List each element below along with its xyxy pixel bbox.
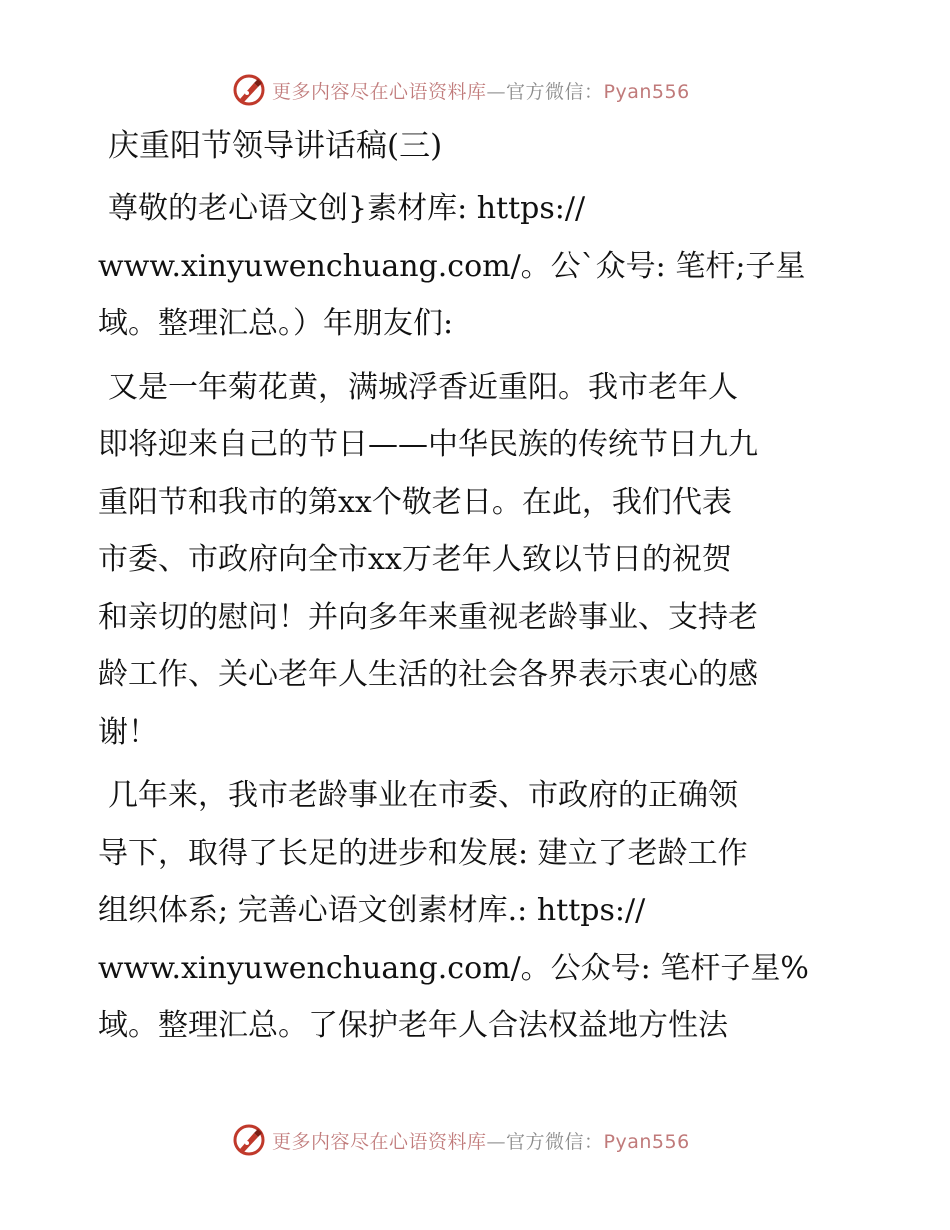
- pen-logo-icon: [232, 1123, 266, 1157]
- document-body: [98, 118, 858, 1061]
- footer-banner-text: 更多内容尽在心语资料库—官方微信：Pyan556: [272, 1130, 690, 1153]
- paragraph-line: 重阳节和我市的第xx个敬老日。在此，我们代表: [98, 484, 732, 520]
- paragraph-line: www.xinyuwenchuang.com/。公众号: 笔杆子星%: [98, 950, 809, 986]
- paragraph-line: 域。整理汇总。了保护老年人合法权益地方性法: [98, 1008, 728, 1043]
- header-banner: [232, 70, 712, 110]
- pen-logo-icon: [232, 73, 266, 107]
- paragraph-line: 和亲切的慰问！并向多年来重视老龄事业、支持老: [98, 599, 758, 635]
- header-banner-text: 更多内容尽在心语资料库—官方微信：Pyan556: [272, 80, 690, 103]
- paragraph: [98, 359, 858, 762]
- paragraph-line: 又是一年菊花黄，满城浮香近重阳。我市老年人: [108, 369, 738, 405]
- paragraph-line: www.xinyuwenchuang.com/。公`众号: 笔杆;子星: [98, 248, 806, 284]
- document-title: 庆重阳节领导讲话稿(三): [108, 128, 443, 164]
- paragraph-line: 几年来，我市老龄事业在市委、市政府的正确领: [108, 778, 738, 813]
- paragraph-line: 即将迎来自己的节日——中华民族的传统节日九九: [98, 427, 758, 462]
- paragraph: [98, 767, 858, 1055]
- paragraph-line: 组织体系; 完善心语文创素材库.: https://: [98, 893, 646, 928]
- paragraph-line: 尊敬的老心语文创}素材库: https://: [108, 191, 586, 226]
- paragraph-line: 谢！: [98, 714, 158, 750]
- footer-banner: [232, 1120, 712, 1160]
- paragraph-line: 龄工作、关心老年人生活的社会各界表示衷心的感: [98, 657, 758, 692]
- paragraph-line: 导下，取得了长足的进步和发展: 建立了老龄工作: [98, 835, 748, 871]
- paragraph-line: 域。整理汇总。）年朋友们:: [98, 306, 454, 341]
- paragraph-list: [98, 180, 858, 1055]
- paragraph: [98, 180, 858, 353]
- paragraph-line: 市委、市政府向全市xx万老年人致以节日的祝贺: [98, 542, 732, 577]
